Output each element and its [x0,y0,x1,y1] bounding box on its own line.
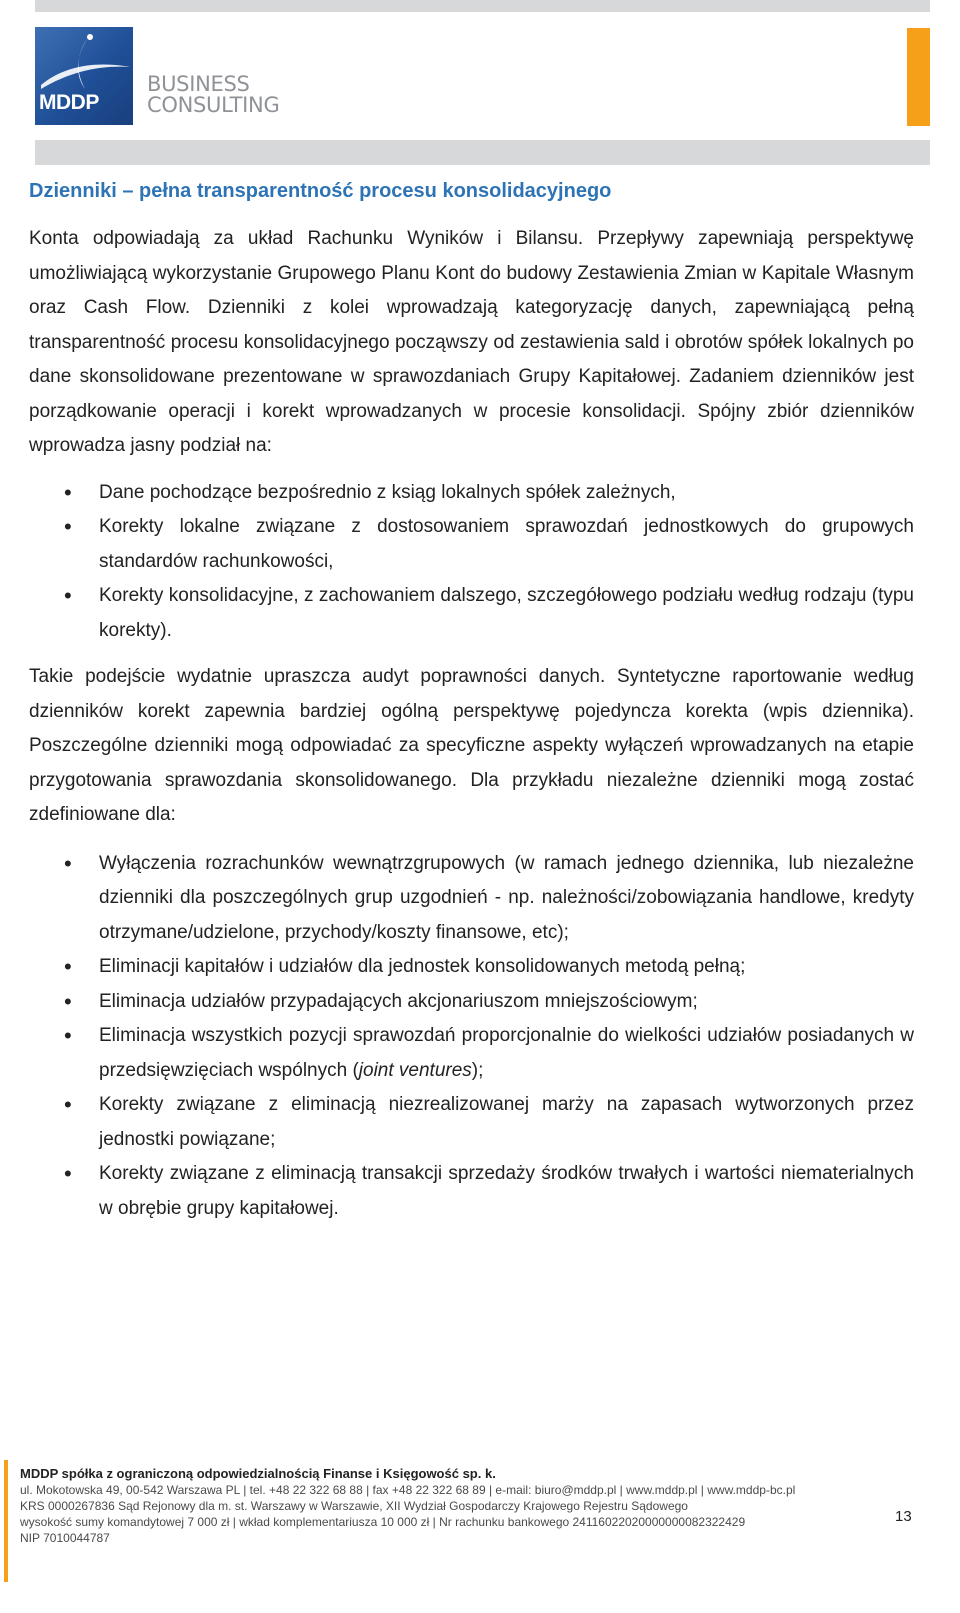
paragraph-intro: Konta odpowiadają za układ Rachunku Wyników i Bilansu. Przepływy zapewniają perspektywę umożliwiającą wykorzystanie Grupowego Planu Kont do budowy Zestawienia Zmian w Kapitale Własnym oraz Cash Flow. Dzienniki z kolei wprowadzają kategoryzację danych, zapewniającą pełną transparentność procesu konsolidacyjnego począwszy od zestawienia sald i obrotów spółek lokalnych po dane skonsolidowane prezentowane w sprawozdaniach Grupy Kapitałowej. Zadaniem dzienników jest porządkowanie operacji i korekt wprowadzanych w procesie konsolidacji. Spójny zbiór dzienników wprowadza jasny podział na: [29,228,914,456]
bullet-icon: • [64,1092,72,1117]
footer-accent-line [4,1460,8,1582]
bullet-icon: • [64,850,72,876]
footer-capital: wysokość sumy komandytowej 7 000 zł | wkład komplementariusza 10 000 zł | Nr rachunku bankowego 24116022020000000082322429 [20,1515,746,1529]
footer-nip: NIP 7010044787 [20,1531,110,1545]
footer-registry: KRS 0000267836 Sąd Rejonowy dla m. st. Warszawy w Warszawie, XII Wydział Gospodarczy Krajowego Rejestru Sądowego [20,1499,688,1513]
bullet-icon: • [64,514,72,539]
bullet-icon: • [64,479,72,505]
list-item: • Eliminacji kapitałów i udziałów dla jednostek konsolidowanych metodą pełną; [29,950,914,985]
document-body [29,222,914,1238]
list-item: • Korekty związane z eliminacją niezrealizowanej marży na zapasach wytworzonych przez jednostki powiązane; [29,1088,914,1157]
footer-company: MDDP spółka z ograniczoną odpowiedzialnością Finanse i Księgowość sp. k. [20,1466,496,1481]
bullet-icon: • [64,1023,72,1048]
header-accent-bar [907,28,930,126]
bullet-icon: • [64,583,72,608]
header-bottom-bar [35,140,930,165]
italic-term: joint ventures [358,1059,472,1081]
paragraph-audit: Takie podejście wydatnie upraszcza audyt poprawności danych. Syntetyczne raportowanie według dzienników korekt zapewnia bardziej ogólną perspektywę pojedyncza korekta (wpis dziennika). Poszczególne dzienniki mogą odpowiadać za specyficzne aspekty wyłączeń wprowadzanych na etapie przygotowania sprawozdania skonsolidowanego. Dla przykładu niezależne dzienniki mogą zostać zdefiniowane dla: [29,666,914,825]
logo-text: MDDP [39,91,99,114]
journal-examples-list [29,847,914,1227]
list-item: • Korekty związane z eliminacją transakcji sprzedaży środków trwałych i wartości niematerialnych w obrębie grupy kapitałowej. [29,1157,914,1226]
footer-contact: ul. Mokotowska 49, 00-542 Warszawa PL | tel. +48 22 322 68 88 | fax +48 22 322 68 89 | e-mail: biuro@mddp.pl | www.mddp.pl | www.mddp-bc.pl [20,1483,796,1497]
brand-line-1: BUSINESS [147,72,250,96]
company-logo [35,27,133,125]
page-number: 13 [895,1508,912,1525]
list-item: • Korekty lokalne związane z dostosowaniem sprawozdań jednostkowych do grupowych standardów rachunkowości, [29,510,914,579]
bullet-icon: • [64,988,72,1014]
brand-line-2: CONSULTING [147,93,280,117]
list-item: • Eliminacja wszystkich pozycji sprawozdań proporcjonalnie do wielkości udziałów posiadanych w przedsięwzięciach wspólnych (joint ventures); [29,1019,914,1088]
brand-name [147,74,279,116]
footer [20,1466,840,1546]
bullet-icon: • [64,1161,72,1186]
list-item: • Eliminacja udziałów przypadających akcjonariuszom mniejszościowym; [29,985,914,1020]
journal-types-list [29,476,914,649]
section-title: Dzienniki – pełna transparentność procesu konsolidacyjnego [29,180,612,202]
list-item: • Korekty konsolidacyjne, z zachowaniem dalszego, szczegółowego podziału według rodzaju (typu korekty). [29,579,914,648]
list-item: • Dane pochodzące bezpośrednio z ksiąg lokalnych spółek zależnych, [29,476,914,511]
bullet-icon: • [64,954,72,979]
list-item: • Wyłączenia rozrachunków wewnątrzgrupowych (w ramach jednego dziennika, lub niezależne dzienniki dla poszczególnych grup uzgodnień - np. należności/zobowiązania handlowe, kredyty otrzymane/udzielone, przychody/koszty finansowe, etc); [29,847,914,951]
header-top-bar [35,0,930,12]
